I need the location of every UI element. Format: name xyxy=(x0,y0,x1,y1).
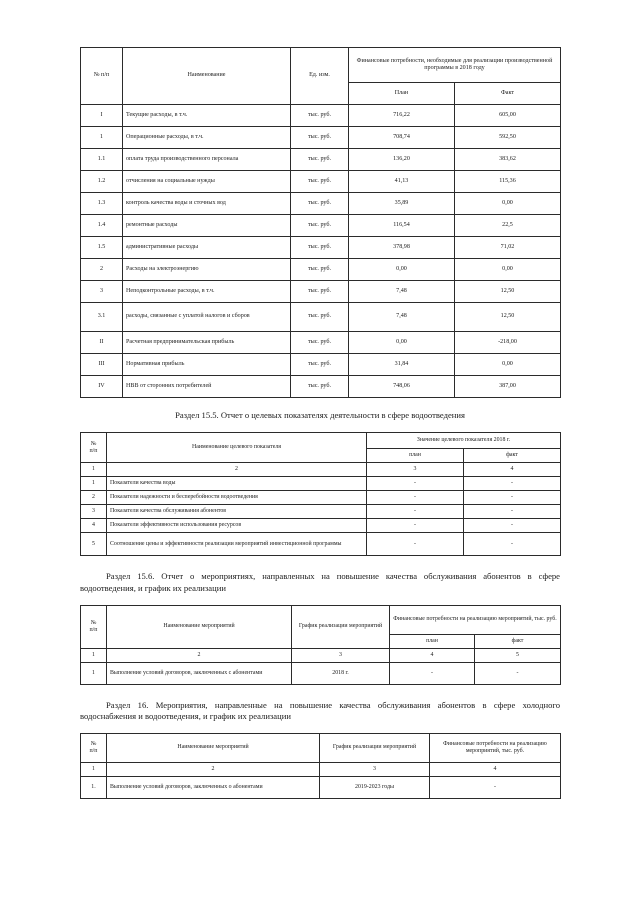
cell-unit: тыс. руб. xyxy=(291,332,349,354)
table-row xyxy=(81,533,561,556)
measures-wastewater-table xyxy=(80,605,561,685)
cell-number: 1.3 xyxy=(81,193,123,215)
cell-plan: 31,84 xyxy=(349,354,455,376)
table-row xyxy=(81,332,561,354)
cell-number: 5 xyxy=(81,533,107,556)
cell-unit: тыс. руб. xyxy=(291,193,349,215)
cell-fact: 0,00 xyxy=(455,193,561,215)
cell-fact: 12,50 xyxy=(455,303,561,332)
cell-name: Расчетная предпринимательская прибыль xyxy=(123,332,291,354)
cell-fact: 383,62 xyxy=(455,149,561,171)
section-heading-15-6 xyxy=(80,571,560,594)
cell-col-index: 3 xyxy=(292,649,390,663)
cell-number: 3 xyxy=(81,505,107,519)
cell-name: контроль качества воды и сточных вод xyxy=(123,193,291,215)
cell-fact: 22,5 xyxy=(455,215,561,237)
cell-unit: тыс. руб. xyxy=(291,259,349,281)
cell-name: Выполнение условий договоров, заключенных с абонентами xyxy=(107,663,292,685)
cell-col-index: 4 xyxy=(430,762,561,776)
cell-unit: тыс. руб. xyxy=(291,149,349,171)
col-header-measure-name: Наименование мероприятий xyxy=(107,733,320,762)
table-row xyxy=(81,149,561,171)
col-header-number xyxy=(81,433,107,463)
cell-col-index: 2 xyxy=(107,649,292,663)
cell-name: Показатели качества обслуживания абонентов xyxy=(107,505,367,519)
cell-plan: 716,22 xyxy=(349,105,455,127)
cell-number: 4 xyxy=(81,519,107,533)
cell-number: 1.4 xyxy=(81,215,123,237)
col-header-financial-needs: Финансовые потребности на реализацию мероприятий, тыс. руб. xyxy=(390,606,561,635)
col-header-number-line1: № xyxy=(90,619,97,626)
col-header-plan: план xyxy=(367,449,464,463)
col-header-financial-needs: Финансовые потребности, необходимые для реализации производственной программы в 2018 году xyxy=(349,48,561,83)
table-row-header xyxy=(81,606,561,635)
cell-number: 1.1 xyxy=(81,149,123,171)
cell-plan: - xyxy=(390,663,475,685)
cell-name: НВВ от сторонних потребителей xyxy=(123,376,291,398)
cell-plan: 35,89 xyxy=(349,193,455,215)
cell-unit: тыс. руб. xyxy=(291,237,349,259)
cell-fact: 0,00 xyxy=(455,259,561,281)
cell-plan: 378,98 xyxy=(349,237,455,259)
cell-number: II xyxy=(81,332,123,354)
cell-fact: 592,50 xyxy=(455,127,561,149)
cell-name: Показатели качества воды xyxy=(107,477,367,491)
cell-number: 1 xyxy=(81,477,107,491)
cell-name: Неподконтрольные расходы, в т.ч. xyxy=(123,281,291,303)
col-header-fact: факт xyxy=(464,449,561,463)
cell-plan: 7,48 xyxy=(349,281,455,303)
cell-plan: 41,13 xyxy=(349,171,455,193)
cell-plan: 0,00 xyxy=(349,332,455,354)
table-row xyxy=(81,776,561,798)
cell-fact: 71,02 xyxy=(455,237,561,259)
cell-plan: - xyxy=(367,505,464,519)
cell-plan: 136,20 xyxy=(349,149,455,171)
table-row xyxy=(81,477,561,491)
cell-plan: - xyxy=(367,519,464,533)
table-row-numbering xyxy=(81,649,561,663)
col-header-number-line1: № xyxy=(90,740,97,747)
cell-number: 2 xyxy=(81,491,107,505)
col-header-measure-name: Наименование мероприятий xyxy=(107,606,292,649)
cell-plan: 7,48 xyxy=(349,303,455,332)
cell-name: Показатели надежности и бесперебойности водоотведения xyxy=(107,491,367,505)
cell-plan: 0,00 xyxy=(349,259,455,281)
cell-unit: тыс. руб. xyxy=(291,105,349,127)
section-heading-16-text: Раздел 16. Мероприятия, направленные на повышение качества обслуживания абонентов в сфере холодного водоснабжения и водоотведения, и график их реализации xyxy=(80,700,560,722)
cell-name: Соотношение цены и эффективности реализации мероприятий инвестиционной программы xyxy=(107,533,367,556)
col-header-indicator-name: Наименование целевого показателя xyxy=(107,433,367,463)
cell-col-index: 4 xyxy=(464,463,561,477)
col-header-number-line2: п/п xyxy=(89,627,98,634)
cell-plan: 116,54 xyxy=(349,215,455,237)
cell-plan: 708,74 xyxy=(349,127,455,149)
cell-fact: - xyxy=(464,533,561,556)
table-row xyxy=(81,215,561,237)
table-row xyxy=(81,491,561,505)
col-header-number xyxy=(81,733,107,762)
cell-name: Выполнение условий договоров, заключенных о абонентами xyxy=(107,776,320,798)
col-header-unit: Ед. изм. xyxy=(291,48,349,105)
cell-col-index: 3 xyxy=(320,762,430,776)
cell-fact: - xyxy=(475,663,561,685)
cell-unit: тыс. руб. xyxy=(291,215,349,237)
cell-name: расходы, связанные с уплатой налогов и сборов xyxy=(123,303,291,332)
cell-number: III xyxy=(81,354,123,376)
financial-needs-table xyxy=(80,47,561,398)
col-header-indicator-value: Значение целевого показателя 2018 г. xyxy=(367,433,561,449)
cell-number: 1.2 xyxy=(81,171,123,193)
cell-number: 3.1 xyxy=(81,303,123,332)
col-header-plan: план xyxy=(390,635,475,649)
table-row xyxy=(81,171,561,193)
cell-name: Показатели эффективности использования ресурсов xyxy=(107,519,367,533)
cell-fact: 605,00 xyxy=(455,105,561,127)
cell-plan: - xyxy=(367,533,464,556)
cell-schedule: 2018 г. xyxy=(292,663,390,685)
table-row-numbering xyxy=(81,762,561,776)
section-heading-15-5: Раздел 15.5. Отчет о целевых показателях деятельности в сфере водоотведения xyxy=(175,410,465,420)
table-row xyxy=(81,237,561,259)
cell-name: отчисления на социальные нужды xyxy=(123,171,291,193)
cell-plan: - xyxy=(367,477,464,491)
cell-number: 1 xyxy=(81,663,107,685)
cell-number: IV xyxy=(81,376,123,398)
cell-name: ремонтные расходы xyxy=(123,215,291,237)
cell-fact: - xyxy=(464,477,561,491)
cell-fact: - xyxy=(464,505,561,519)
cell-name: Расходы на электроэнергию xyxy=(123,259,291,281)
cell-col-index: 5 xyxy=(475,649,561,663)
cell-number: 1. xyxy=(81,776,107,798)
table-row-numbering xyxy=(81,463,561,477)
cell-plan: 748,06 xyxy=(349,376,455,398)
table-row xyxy=(81,127,561,149)
table-row-header xyxy=(81,733,561,762)
cell-unit: тыс. руб. xyxy=(291,281,349,303)
cell-number: I xyxy=(81,105,123,127)
cell-fact: 12,50 xyxy=(455,281,561,303)
col-header-name: Наименование xyxy=(123,48,291,105)
col-header-number-line2: п/п xyxy=(89,747,98,754)
cell-name: оплата труда производственного персонала xyxy=(123,149,291,171)
measures-watersupply-table xyxy=(80,733,561,799)
cell-fact: -218,00 xyxy=(455,332,561,354)
col-header-fact: Факт xyxy=(455,83,561,105)
cell-schedule: 2019-2023 годы xyxy=(320,776,430,798)
cell-col-index: 1 xyxy=(81,463,107,477)
cell-fact: 0,00 xyxy=(455,354,561,376)
table-row xyxy=(81,376,561,398)
cell-number: 2 xyxy=(81,259,123,281)
cell-number: 1 xyxy=(81,127,123,149)
table-row xyxy=(81,505,561,519)
cell-plan: - xyxy=(367,491,464,505)
target-indicators-table xyxy=(80,432,561,556)
table-row xyxy=(81,105,561,127)
col-header-plan: План xyxy=(349,83,455,105)
cell-unit: тыс. руб. xyxy=(291,171,349,193)
cell-unit: тыс. руб. xyxy=(291,376,349,398)
table-row-header xyxy=(81,433,561,449)
col-header-fact: факт xyxy=(475,635,561,649)
table-row xyxy=(81,303,561,332)
section-heading-15-6-text: Раздел 15.6. Отчет о мероприятиях, направленных на повышение качества обслуживания абонентов в сфере водоотведения, и график их реализации xyxy=(80,571,560,593)
table-row xyxy=(81,663,561,685)
cell-unit: тыс. руб. xyxy=(291,354,349,376)
col-header-number xyxy=(81,606,107,649)
cell-col-index: 2 xyxy=(107,463,367,477)
table-row-header xyxy=(81,48,561,83)
cell-fact: - xyxy=(464,519,561,533)
cell-col-index: 2 xyxy=(107,762,320,776)
col-header-number: № п/п xyxy=(81,48,123,105)
cell-name: Операционные расходы, в т.ч. xyxy=(123,127,291,149)
table-row xyxy=(81,281,561,303)
cell-unit: тыс. руб. xyxy=(291,303,349,332)
col-header-number-line1: № xyxy=(90,440,97,447)
cell-number: 3 xyxy=(81,281,123,303)
cell-col-index: 4 xyxy=(390,649,475,663)
cell-name: Нормативная прибыль xyxy=(123,354,291,376)
section-heading-16 xyxy=(80,700,560,723)
col-header-schedule: График реализации мероприятий xyxy=(320,733,430,762)
table-row xyxy=(81,519,561,533)
cell-fact: - xyxy=(464,491,561,505)
cell-name: административные расходы xyxy=(123,237,291,259)
cell-col-index: 1 xyxy=(81,762,107,776)
table-row xyxy=(81,259,561,281)
cell-unit: тыс. руб. xyxy=(291,127,349,149)
cell-fact: 115,36 xyxy=(455,171,561,193)
cell-fact: 387,00 xyxy=(455,376,561,398)
table-row xyxy=(81,193,561,215)
cell-col-index: 1 xyxy=(81,649,107,663)
col-header-financial-needs: Финансовые потребности на реализацию мероприятий, тыс. руб. xyxy=(430,733,561,762)
cell-name: Текущие расходы, в т.ч. xyxy=(123,105,291,127)
cell-col-index: 3 xyxy=(367,463,464,477)
cell-number: 1.5 xyxy=(81,237,123,259)
col-header-number-line2: п/п xyxy=(89,447,98,454)
table-row xyxy=(81,354,561,376)
col-header-schedule: График реализации мероприятий xyxy=(292,606,390,649)
cell-needs: - xyxy=(430,776,561,798)
